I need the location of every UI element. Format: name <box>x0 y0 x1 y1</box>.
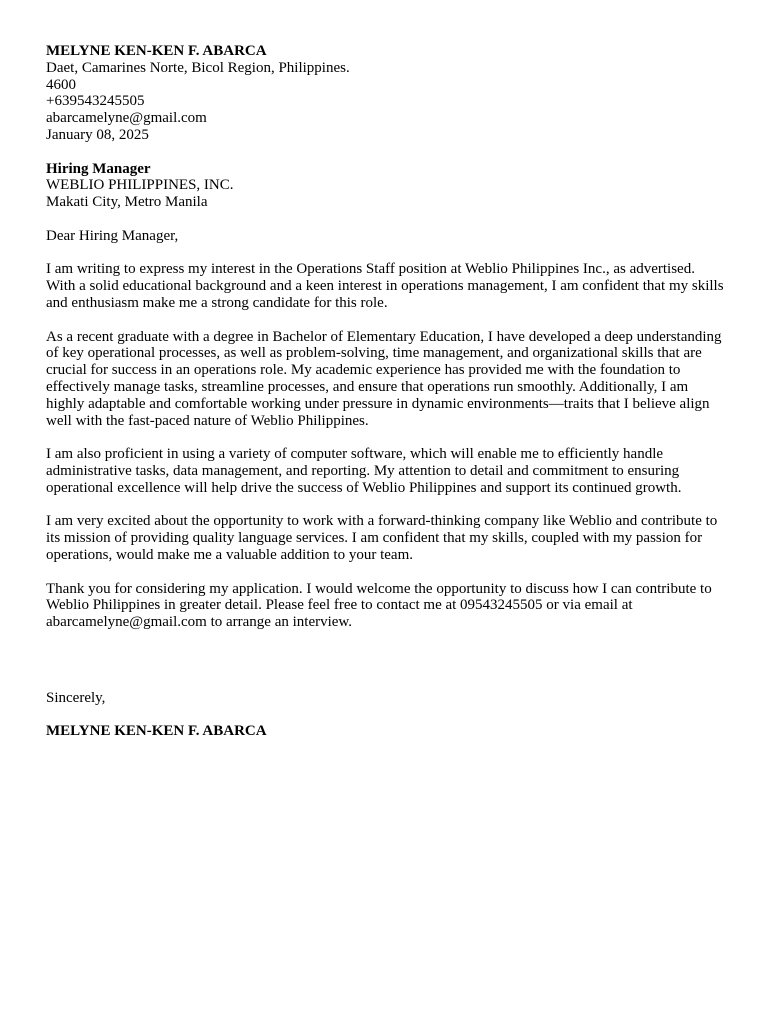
spacer <box>46 648 726 690</box>
closing: Sincerely, <box>46 689 106 706</box>
paragraph-skills: I am also proficient in using a variety of computer software, which will enable me to efficiently handle administrative tasks, data management, and reporting. My attention to detail and commitment to ensuring operational excellence will help drive the success of Weblio Philippines and support its continued growth. <box>46 446 682 496</box>
sender-postal-code: 4600 <box>46 76 76 93</box>
paragraph-intro: I am writing to express my interest in the Operations Staff position at Weblio Philippines Inc., as advertised. With a solid educational background and a keen interest in operations management, I am confident that my skills and enthusiasm make me a strong candidate for this role. <box>46 261 724 311</box>
sender-phone: +639543245505 <box>46 93 145 110</box>
paragraph-motivation: I am very excited about the opportunity to work with a forward-thinking company like Weblio and contribute to its mission of providing quality language services. I am confident that my skills, coupled with my passion for operations, would make me a valuable addition to your team. <box>46 513 718 563</box>
sender-block <box>46 43 726 144</box>
signature-name: MELYNE KEN-KEN F. ABARCA <box>46 723 267 740</box>
sender-address: Daet, Camarines Norte, Bicol Region, Philippines. <box>46 59 350 76</box>
recipient-company: WEBLIO PHILIPPINES, INC. <box>46 177 234 194</box>
paragraph-thanks: Thank you for considering my application. I would welcome the opportunity to discuss how I can contribute to Weblio Philippines in greater detail. Please feel free to contact me at 09543245505 or via email at abarcamelyne@gmail.com to arrange an interview. <box>46 580 712 631</box>
salutation: Dear Hiring Manager, <box>46 227 179 244</box>
recipient-location: Makati City, Metro Manila <box>46 194 208 211</box>
letter-body <box>46 261 726 631</box>
sender-name: MELYNE KEN-KEN F. ABARCA <box>46 43 267 59</box>
letter-date: January 08, 2025 <box>46 126 149 143</box>
recipient-title: Hiring Manager <box>46 160 151 177</box>
recipient-block <box>46 161 726 211</box>
sender-email: abarcamelyne@gmail.com <box>46 110 207 127</box>
cover-letter-page <box>46 43 726 740</box>
paragraph-education: As a recent graduate with a degree in Bachelor of Elementary Education, I have developed a deep understanding of key operational processes, as well as problem-solving, time management, and organizational skills that are crucial for success in an operations role. My academic experience has provided me with the foundation to effectively manage tasks, streamline processes, and ensure that operations run smoothly. Additionally, I am highly adaptable and comfortable working under pressure in dynamic environments—traits that I believe align well with the fast-paced nature of Weblio Philippines. <box>46 328 722 429</box>
